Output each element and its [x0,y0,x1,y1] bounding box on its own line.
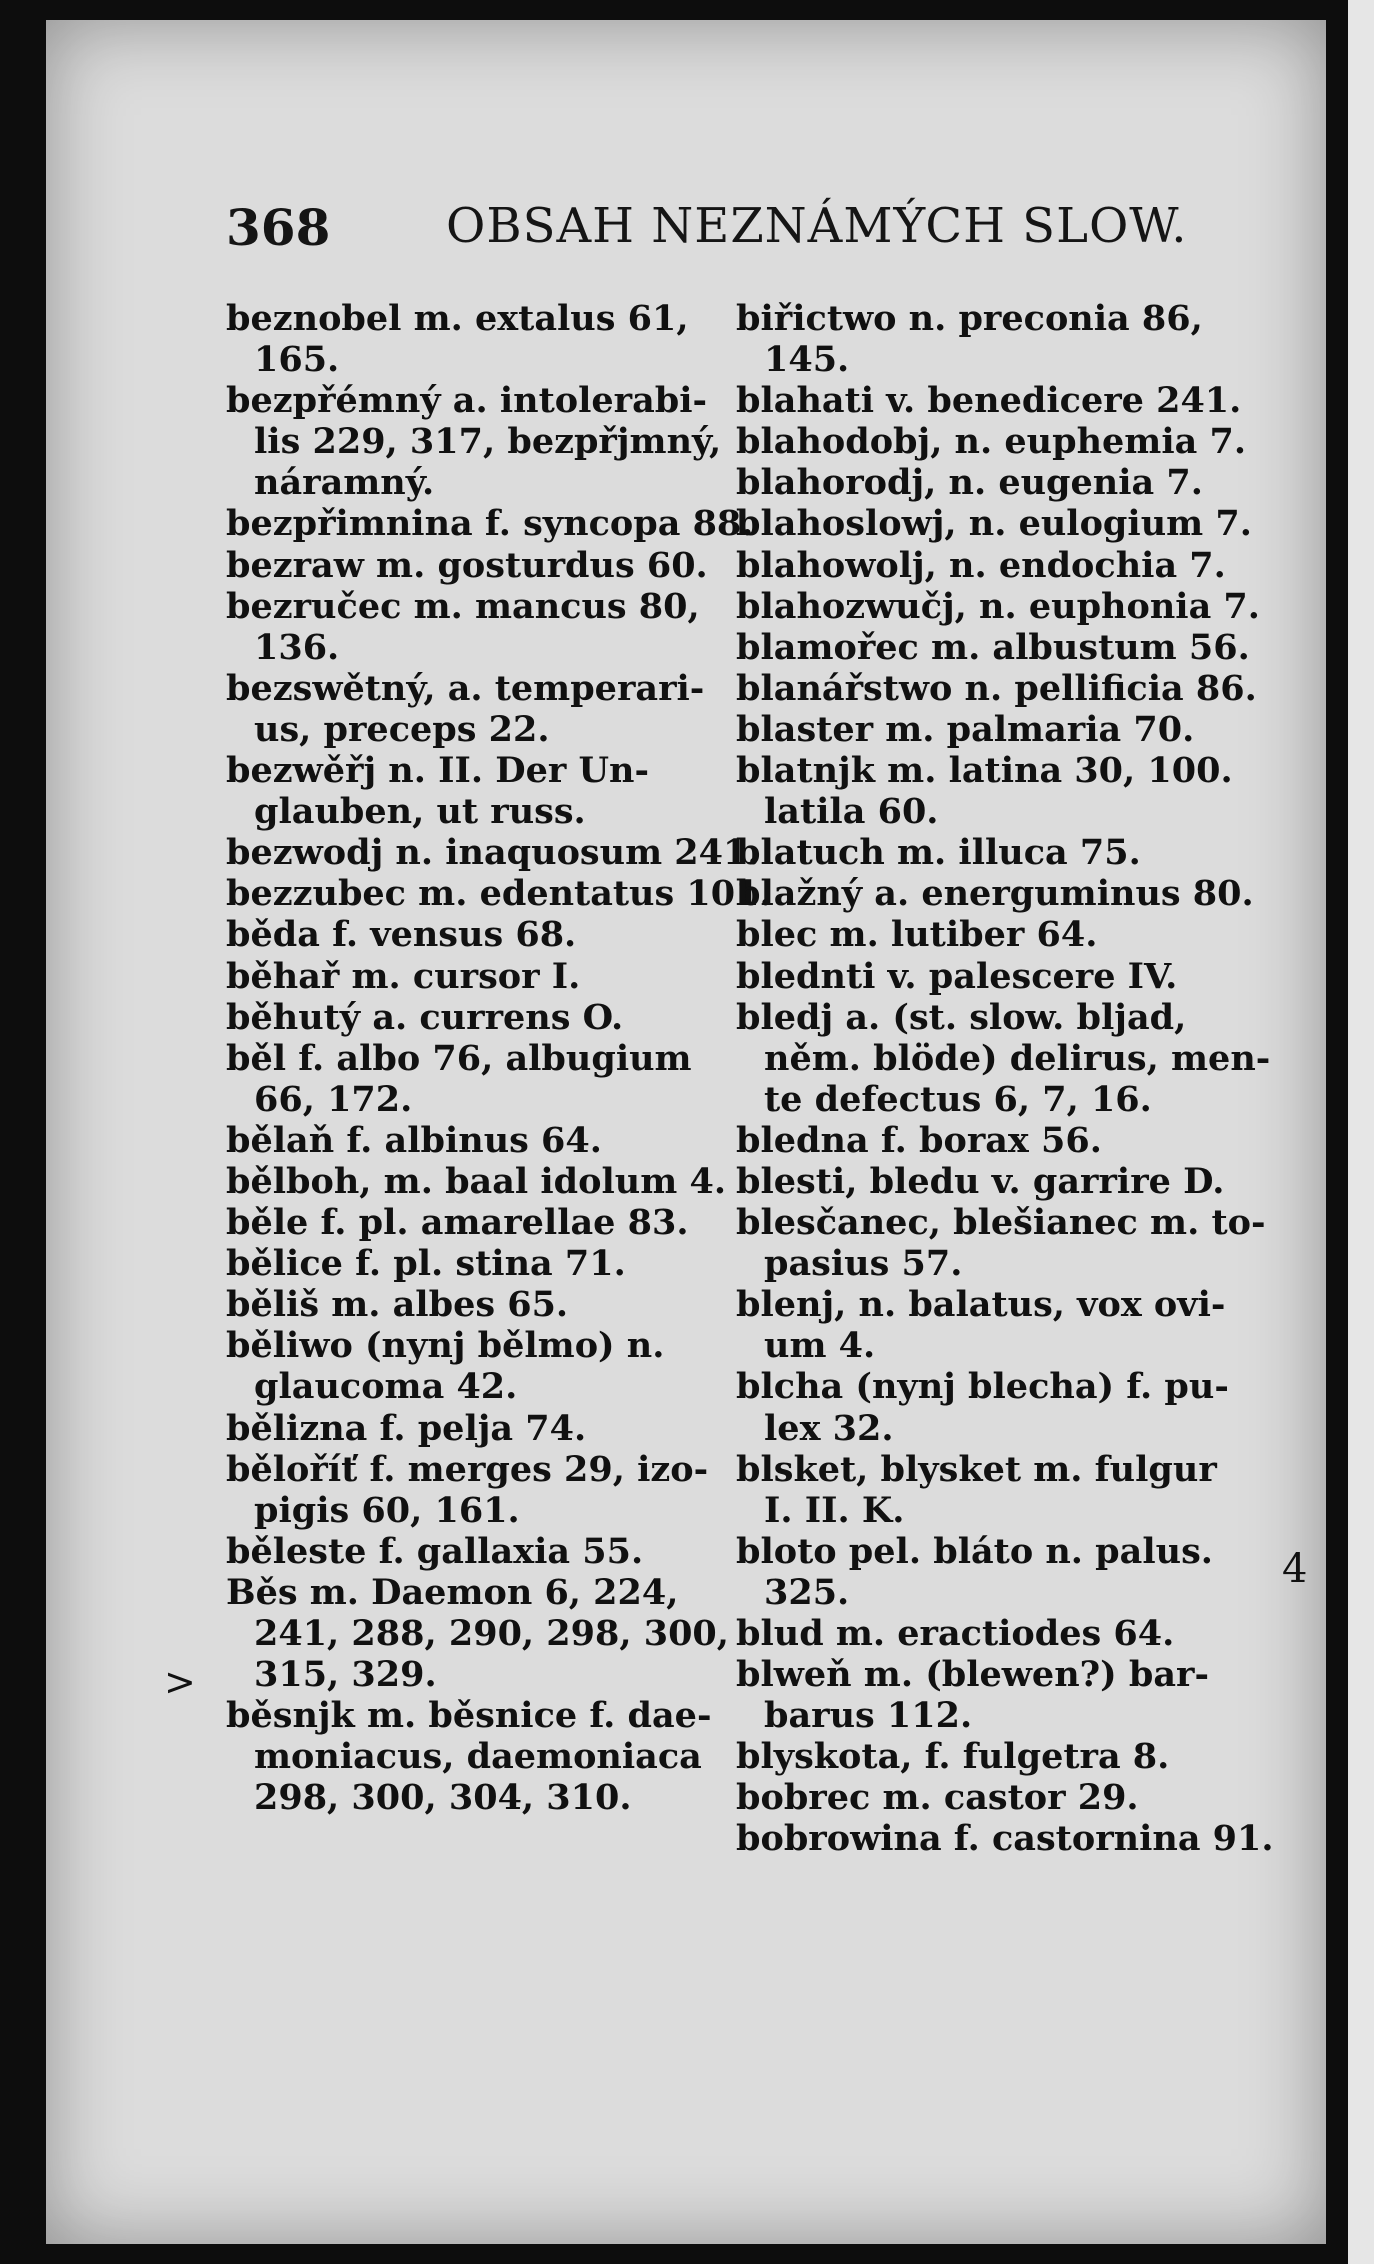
index-line: blenj, n. balatus, vox ovi- [736,1284,1226,1326]
index-line: blud m. eractiodes 64. [736,1613,1175,1654]
index-line: běl f. albo 76, albugium [226,1037,692,1079]
index-line: 136. [254,626,340,668]
index-line: blamořec m. albustum 56. [736,626,1250,668]
index-line: 165. [254,339,340,381]
index-line: bělice f. pl. stina 71. [226,1243,626,1285]
index-line: běliš m. albes 65. [226,1284,569,1326]
index-line: běhutý a. currens O. [226,996,624,1038]
margin-annotation: 4 [1282,1546,1308,1592]
adjacent-page-edge [1348,0,1374,2264]
index-line: bobrowina f. castornina 91. [736,1818,1274,1860]
index-line: blažný a. energuminus 80. [736,873,1254,915]
index-line: náramný. [254,462,435,504]
index-line: blahorodj, n. eugenia 7. [736,462,1203,504]
index-line: běsnjk m. běsnice f. dae- [226,1695,712,1737]
index-line: glaucoma 42. [254,1366,518,1408]
index-line: 298, 300, 304, 310. [254,1777,632,1819]
right-column [736,298,1306,1860]
index-line: blatuch m. illuca 75. [736,832,1141,874]
index-line: pigis 60, 161. [254,1489,520,1531]
index-line: 145. [764,339,850,381]
margin-mark: > [164,1660,196,1704]
index-line: bezswětný, a. temperari- [226,667,705,709]
index-line: barus 112. [764,1695,973,1737]
index-line: bledj a. (st. slow. bljad, [736,996,1187,1038]
index-line: bezpřémný a. intolerabi- [226,380,708,422]
index-line: moniacus, daemoniaca [254,1736,702,1778]
index-line: blahoslowj, n. eulogium 7. [736,503,1252,545]
index-line: bělaň f. albinus 64. [226,1119,602,1161]
index-line: běliwo (nynj bělmo) n. [226,1325,665,1367]
index-line: 315, 329. [254,1654,437,1696]
index-line: pasius 57. [764,1243,963,1285]
index-line: beznobel m. extalus 61, [226,298,689,339]
index-line: blanářstwo n. pellificia 86. [736,667,1257,709]
index-line: us, preceps 22. [254,708,550,750]
index-line: bezzubec m. edentatus 101. [226,873,772,915]
index-line: bezwodj n. inaquosum 241. [226,832,760,874]
index-line: běleste f. gallaxia 55. [226,1530,644,1572]
index-line: blaster m. palmaria 70. [736,708,1195,750]
index-line: Běs m. Daemon 6, 224, [226,1571,679,1613]
index-line: biřictwo n. preconia 86, [736,298,1203,339]
index-line: blahozwučj, n. euphonia 7. [736,585,1260,627]
index-line: blesti, bledu v. garrire D. [736,1160,1225,1202]
index-line: bělboh, m. baal idolum 4. [226,1160,726,1202]
index-line: běhař m. cursor I. [226,955,581,997]
page-number: 368 [226,198,331,257]
index-line: latila 60. [764,791,939,833]
index-line: bělizna f. pelja 74. [226,1407,587,1449]
index-line: 66, 172. [254,1078,413,1120]
index-line: bezručec m. mancus 80, [226,585,700,627]
index-line: blyskota, f. fulgetra 8. [736,1736,1170,1778]
index-line: něm. blöde) delirus, men- [764,1037,1271,1079]
index-line: 241, 288, 290, 298, 300, [254,1613,729,1654]
index-line: běda f. vensus 68. [226,914,577,956]
index-line: blcha (nynj blecha) f. pu- [736,1366,1229,1408]
index-line: blednti v. palescere IV. [736,955,1178,997]
index-line: běloříť f. merges 29, izo- [226,1448,709,1490]
index-line: bledna f. borax 56. [736,1119,1102,1161]
index-line: I. II. K. [764,1489,905,1531]
index-line: bobrec m. castor 29. [736,1777,1139,1819]
index-line: blweň m. (blewen?) bar- [736,1654,1210,1696]
index-line: blahowolj, n. endochia 7. [736,544,1226,586]
index-line: glauben, ut russ. [254,791,586,833]
index-line: um 4. [764,1325,876,1367]
index-line: te defectus 6, 7, 16. [764,1078,1152,1120]
index-line: lis 229, 317, bezpřjmný, [254,421,722,463]
book-page [46,20,1326,2244]
index-line: blesčanec, blešianec m. to- [736,1202,1266,1244]
index-line: blahodobj, n. euphemia 7. [736,421,1247,463]
index-line: bezraw m. gosturdus 60. [226,544,708,586]
index-line: blsket, blysket m. fulgur [736,1448,1217,1490]
index-line: blatnjk m. latina 30, 100. [736,750,1233,792]
left-column [226,298,772,1819]
index-line: bezwěřj n. II. Der Un- [226,750,649,792]
index-line: bloto pel. bláto n. palus. [736,1530,1213,1572]
index-line: běle f. pl. amarellae 83. [226,1202,689,1244]
index-line: blec m. lutiber 64. [736,914,1098,956]
index-line: lex 32. [764,1407,894,1449]
index-line: blahati v. benedicere 241. [736,380,1242,422]
page-title: OBSAH NEZNÁMÝCH SLOW. [446,198,1188,254]
index-line: bezpřimnina f. syncopa 88. [226,503,754,545]
index-line: 325. [764,1571,850,1613]
